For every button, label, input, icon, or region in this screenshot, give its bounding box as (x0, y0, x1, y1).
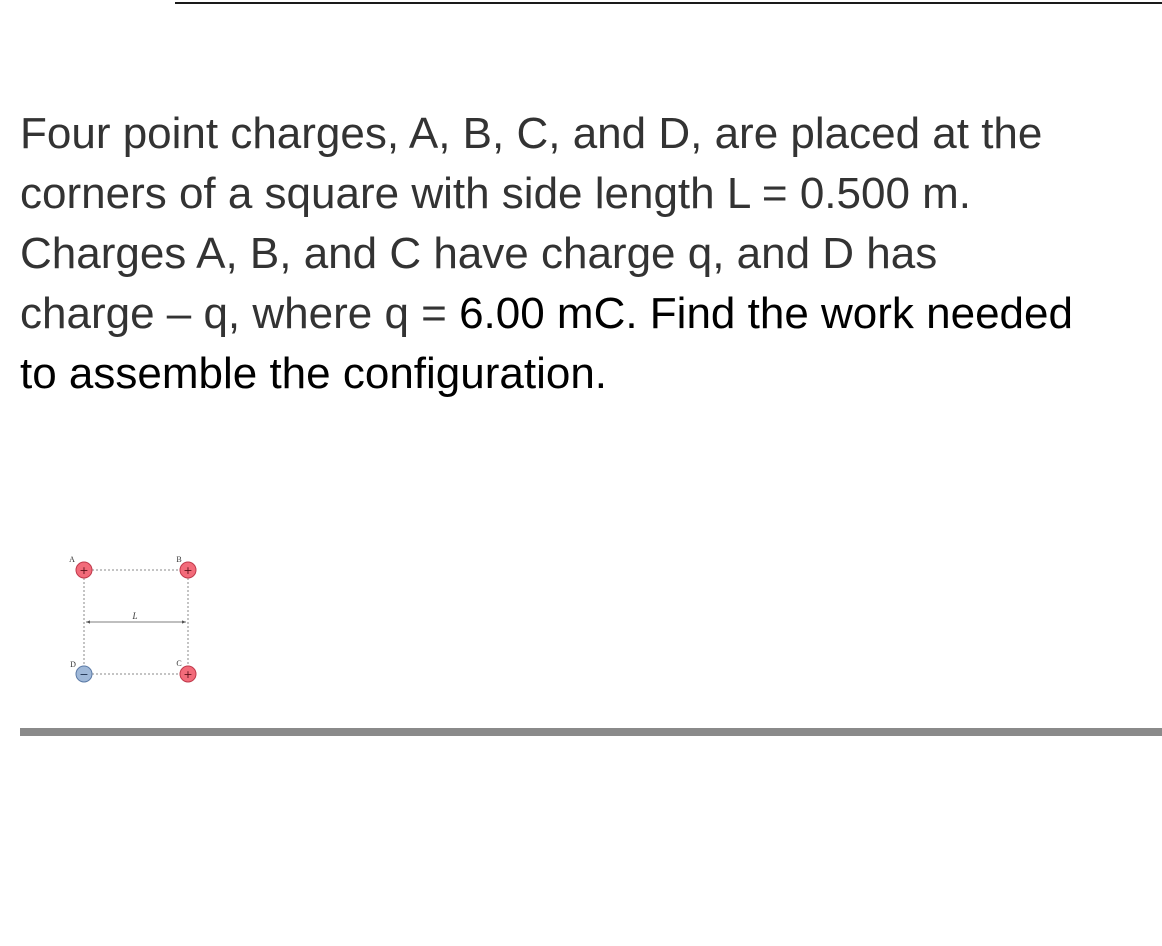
charge-b-label: B (176, 555, 182, 564)
charge-a-sign: + (79, 564, 89, 577)
section-divider-bar (20, 728, 1162, 736)
problem-line-3: Charges A, B, and C have charge q, and D has (20, 229, 938, 278)
charge-d-label: D (70, 660, 76, 669)
problem-line-5: to assemble the configuration. (20, 349, 608, 398)
charge-b-sign: + (183, 564, 193, 577)
problem-statement (20, 104, 1162, 404)
problem-line-2: corners of a square with side length L = 0.500 m. (20, 169, 972, 218)
charge-c-sign: + (183, 668, 193, 681)
problem-line-4 (20, 284, 1162, 344)
side-length-label: L (132, 611, 138, 621)
charge-c-label: C (176, 659, 182, 668)
top-rule (175, 2, 1162, 4)
problem-line-1: Four point charges, A, B, C, and D, are placed at the (20, 109, 1043, 158)
charge-square-figure (60, 550, 210, 690)
charge-d-sign: − (79, 668, 89, 681)
problem-line-4-end: 6.00 mC. Find the work needed (459, 289, 1073, 338)
problem-line-4-start: charge – q, where q = (20, 289, 460, 338)
charge-a-label: A (69, 555, 75, 564)
